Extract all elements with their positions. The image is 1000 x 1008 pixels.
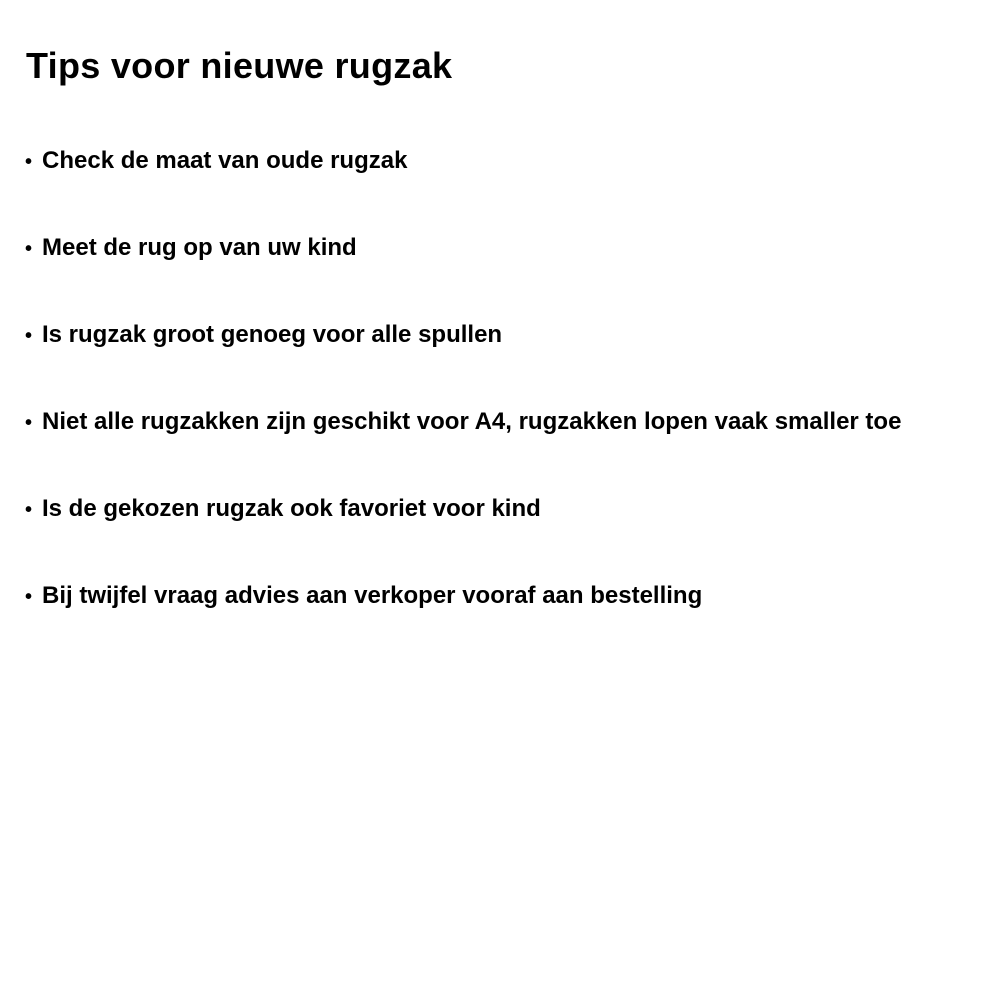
bullet-text: Is rugzak groot genoeg voor alle spullen xyxy=(42,321,503,348)
list-item xyxy=(25,148,985,235)
bullet-dot: • xyxy=(25,325,33,347)
bullet-text: Bij twijfel vraag advies aan verkoper vooraf aan bestelling xyxy=(42,582,703,609)
list-item xyxy=(25,409,985,496)
bullet-dot: • xyxy=(25,499,33,521)
list-item xyxy=(25,583,985,670)
page-title: Tips voor nieuwe rugzak xyxy=(26,45,453,86)
bullet-text: Is de gekozen rugzak ook favoriet voor kind xyxy=(42,495,541,522)
bullet-dot: • xyxy=(25,586,33,608)
list-item xyxy=(25,235,985,322)
bullet-dot: • xyxy=(25,412,33,434)
bullet-text: Meet de rug op van uw kind xyxy=(42,234,357,261)
list-item xyxy=(25,496,985,583)
bullet-dot: • xyxy=(25,238,33,260)
tips-bullet-list xyxy=(25,148,985,670)
bullet-dot: • xyxy=(25,151,33,173)
list-item xyxy=(25,322,985,409)
bullet-text: Niet alle rugzakken zijn geschikt voor A4, rugzakken lopen vaak smaller toe xyxy=(42,408,902,435)
bullet-text: Check de maat van oude rugzak xyxy=(42,147,408,174)
